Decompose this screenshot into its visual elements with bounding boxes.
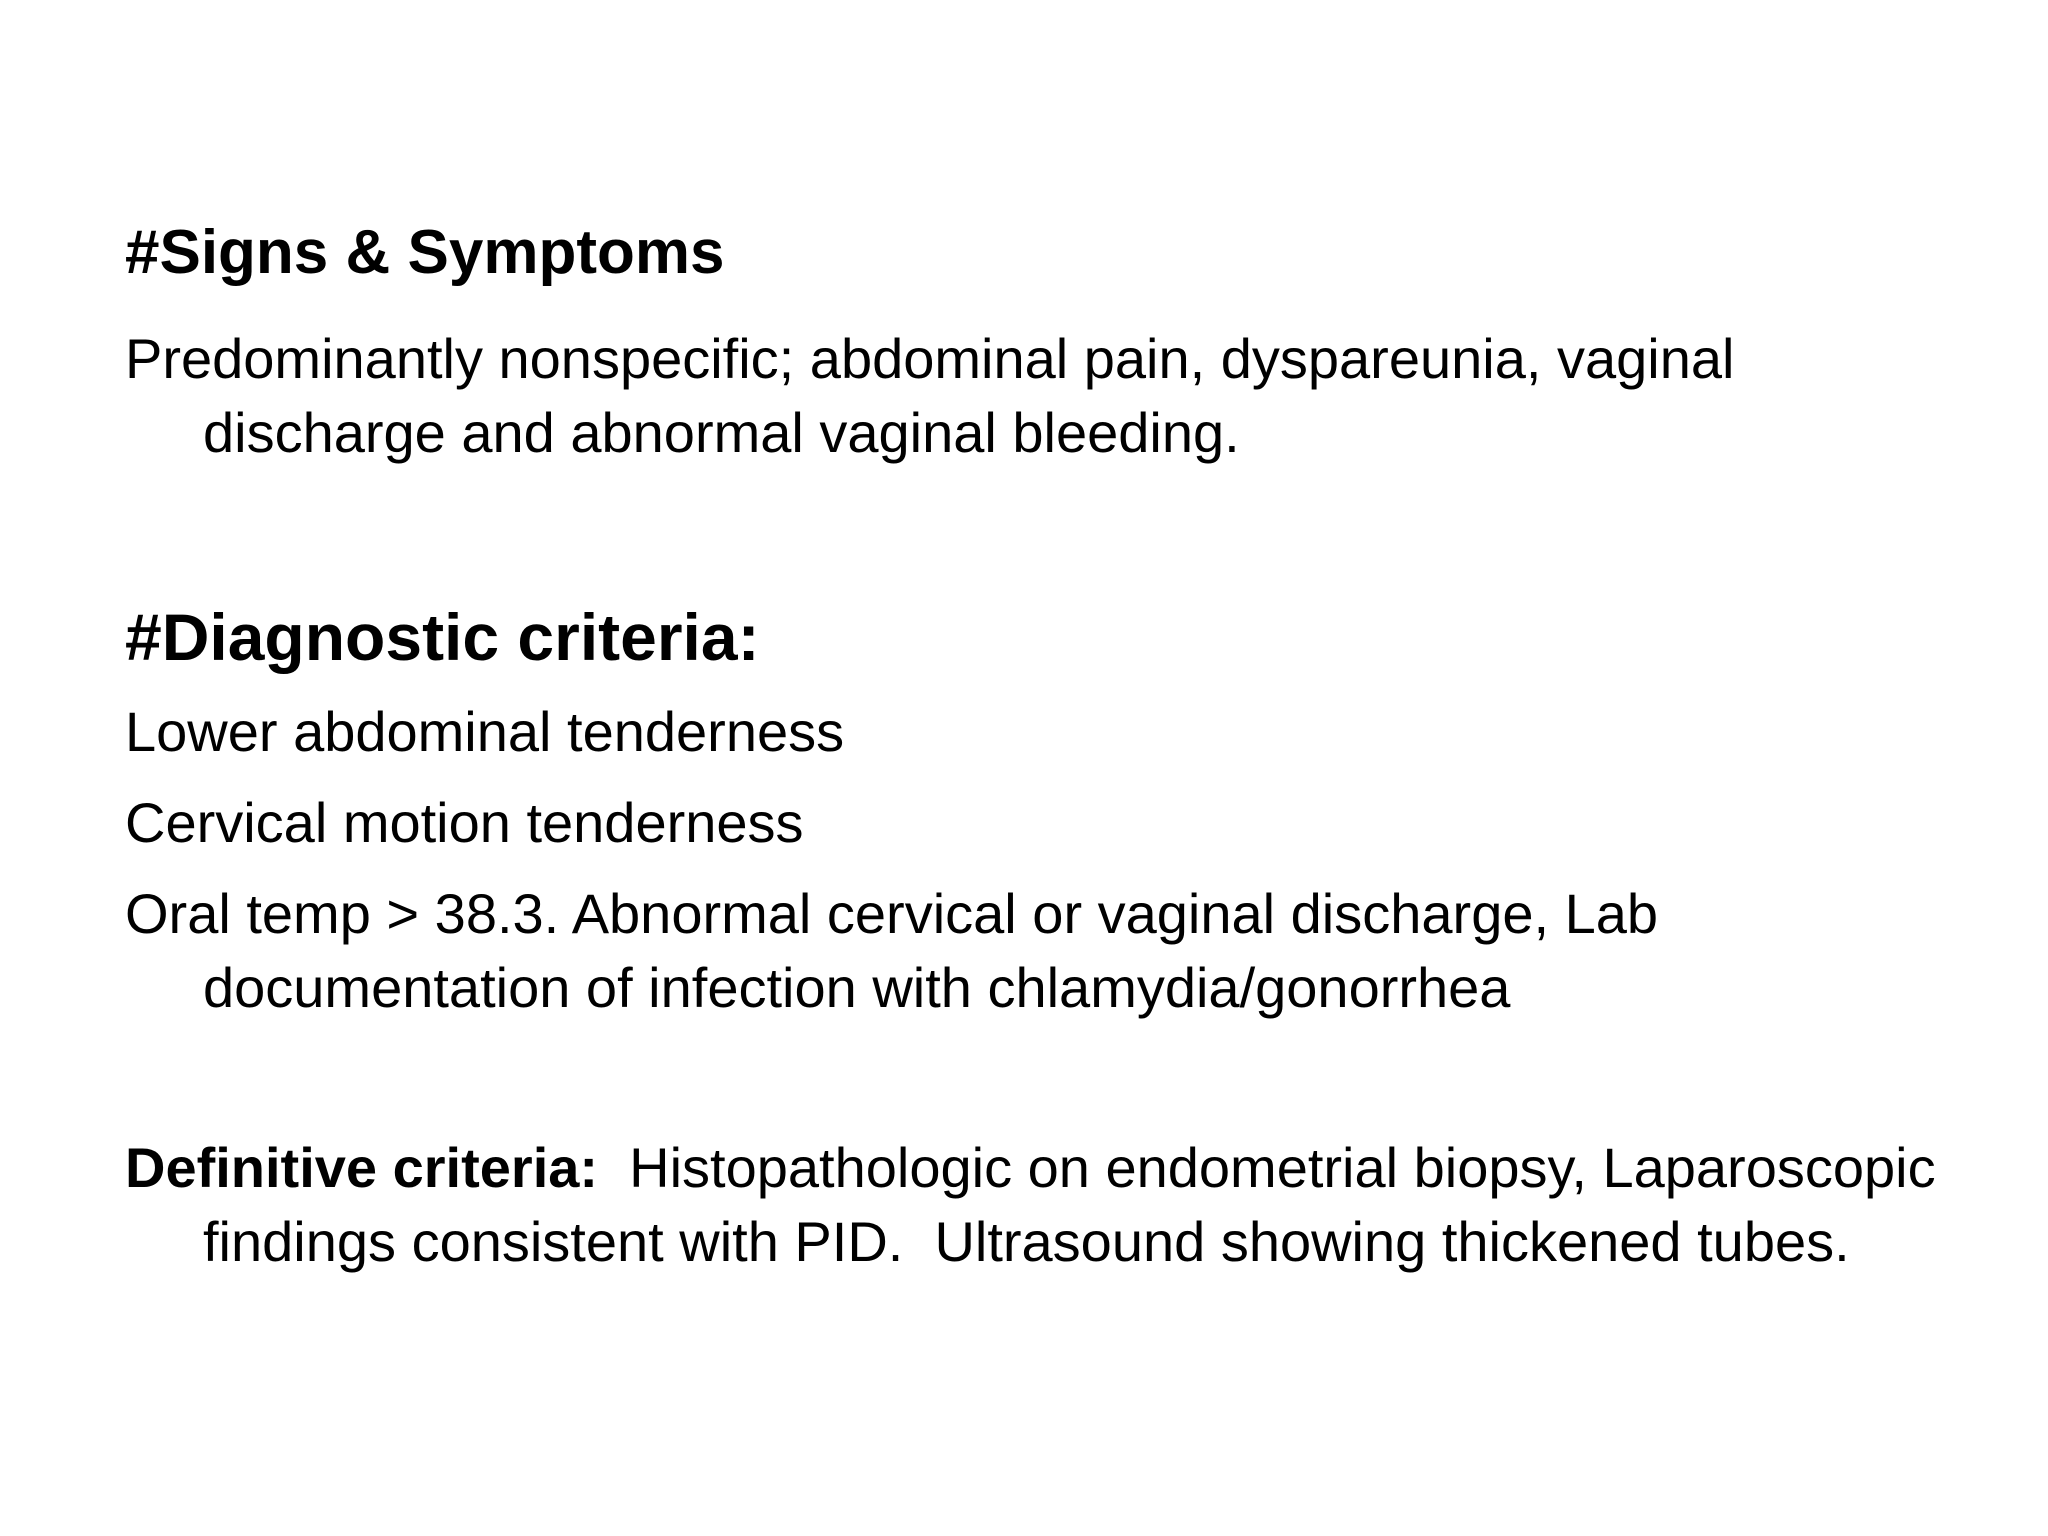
definitive-criteria-label: Definitive criteria: [125, 1136, 599, 1199]
diagnostic-criteria-heading: #Diagnostic criteria: [125, 600, 760, 674]
criterion-item: Oral temp > 38.3. Abnormal cervical or vaginal discharge, Lab documentation of infection with chlamydia/gonorrhea [125, 882, 1659, 1019]
definitive-criteria-text: Histopathologic on endometrial biopsy, Laparoscopic findings consistent with PID. Ultrasound showing thickened tubes. [203, 1136, 1952, 1273]
criterion-item: Lower abdominal tenderness [125, 700, 845, 763]
signs-symptoms-text: Predominantly nonspecific; abdominal pain, dyspareunia, vaginal discharge and abnormal vaginal bleeding. [125, 327, 1735, 464]
definitive-criteria-paragraph [125, 1131, 1985, 1279]
criterion-item: Cervical motion tenderness [125, 791, 804, 854]
signs-symptoms-heading: #Signs & Symptoms [125, 218, 725, 287]
